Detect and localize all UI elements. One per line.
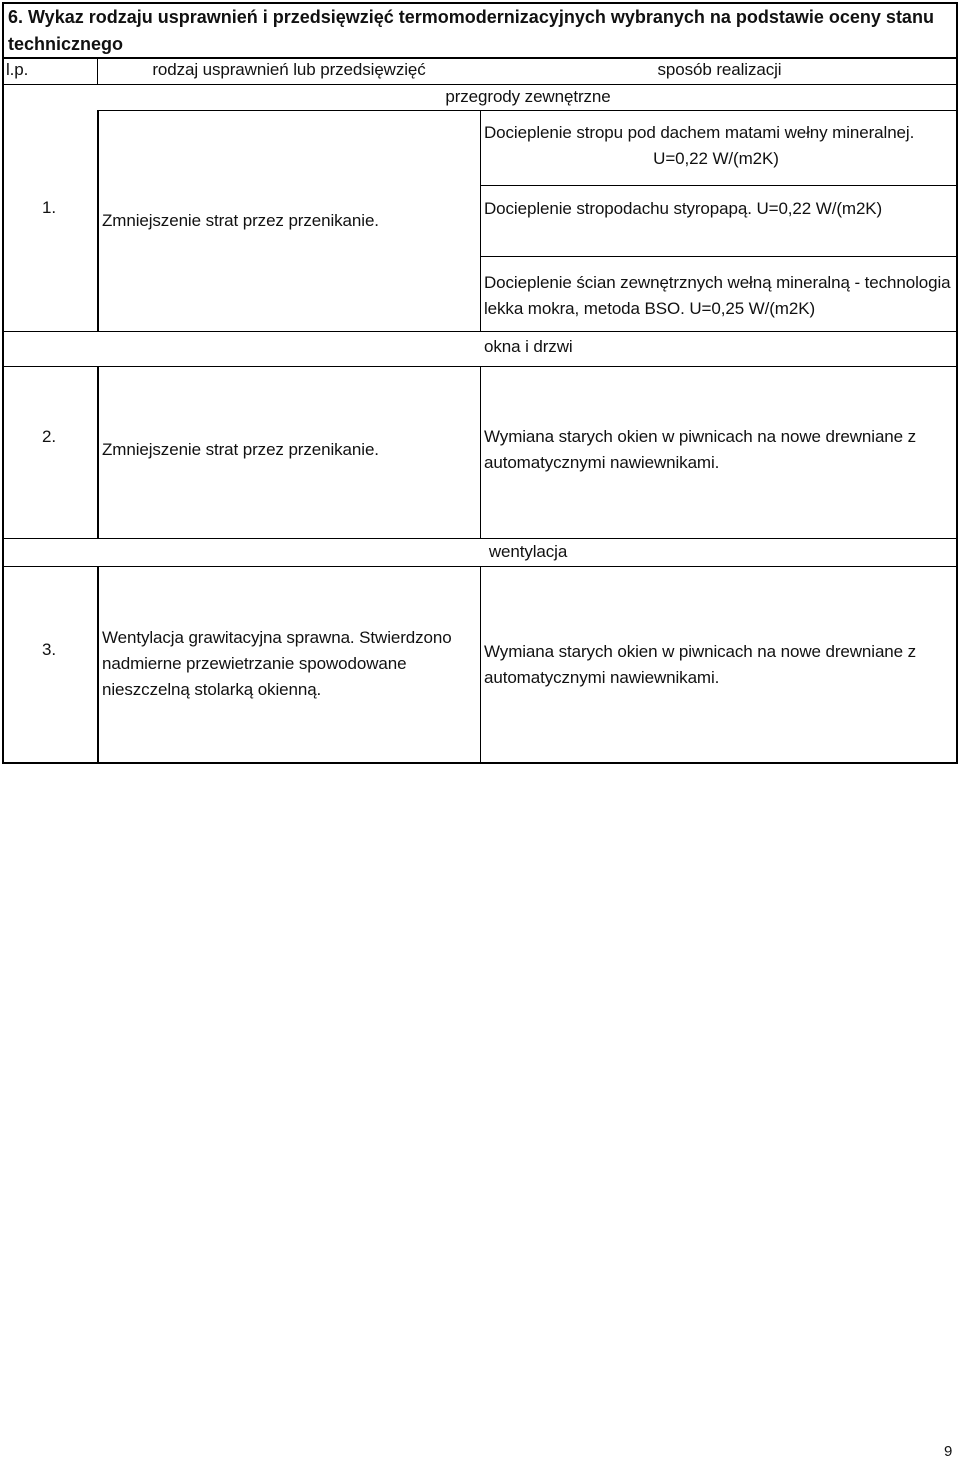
header-lp: l.p. (6, 60, 29, 79)
row-1-sposob-3: Docieplenie ścian zewnętrznych wełną mineralną - technologia lekka mokra, metoda BSO. U=0,25 W/(m2K) (484, 273, 951, 318)
row-3-rodzaj: Wentylacja grawitacyjna sprawna. Stwierdzono nadmierne przewietrzanie spowodowane nieszczelną stolarką okienną. (102, 628, 452, 699)
header-rodzaj: rodzaj usprawnień lub przedsięwzięć (152, 60, 426, 79)
rule-below-item-1a (480, 185, 958, 186)
group-przegrody: przegrody zewnętrzne (445, 87, 611, 106)
row-2-sposob: Wymiana starych okien w piwnicach na nowe drewniane z automatycznymi nawiewnikami. (484, 427, 917, 472)
row-1-sposob-2: Docieplenie stropodachu styropapą. U=0,22 W/(m2K) (484, 199, 883, 218)
col-divider-lp-row-2 (97, 366, 99, 538)
col-divider-mid-row-2 (480, 366, 481, 538)
group-okna: okna i drzwi (484, 337, 573, 356)
col-divider-lp-row-1 (97, 110, 99, 331)
rule-below-item-1b (480, 256, 958, 257)
section-title: 6. Wykaz rodzaju usprawnień i przedsięwzięć termomodernizacyjnych wybranych na podstawie oceny stanu technicznego (8, 7, 934, 54)
row-1-rodzaj: Zmniejszenie strat przez przenikanie. (102, 211, 379, 230)
header-sposob: sposób realizacji (657, 60, 782, 79)
col-divider-mid-row-1 (480, 110, 481, 331)
page-number: 9 (944, 1443, 953, 1460)
col-divider-mid-row-3 (480, 566, 481, 764)
row-1-sposob-1: Docieplenie stropu pod dachem matami wełny mineralnej. U=0,22 W/(m2K) (484, 123, 915, 168)
row-3-sposob: Wymiana starych okien w piwnicach na nowe drewniane z automatycznymi nawiewnikami. (484, 642, 917, 687)
row-3-number: 3. (42, 640, 56, 659)
col-divider-lp-row-3 (97, 566, 99, 764)
row-1-number: 1. (42, 198, 56, 217)
rule-below-row-1 (2, 331, 958, 332)
rule-below-przegrody (98, 110, 958, 111)
row-2-number: 2. (42, 427, 56, 446)
row-2-rodzaj: Zmniejszenie strat przez przenikanie. (102, 440, 379, 459)
group-wentylacja: wentylacja (488, 542, 568, 561)
